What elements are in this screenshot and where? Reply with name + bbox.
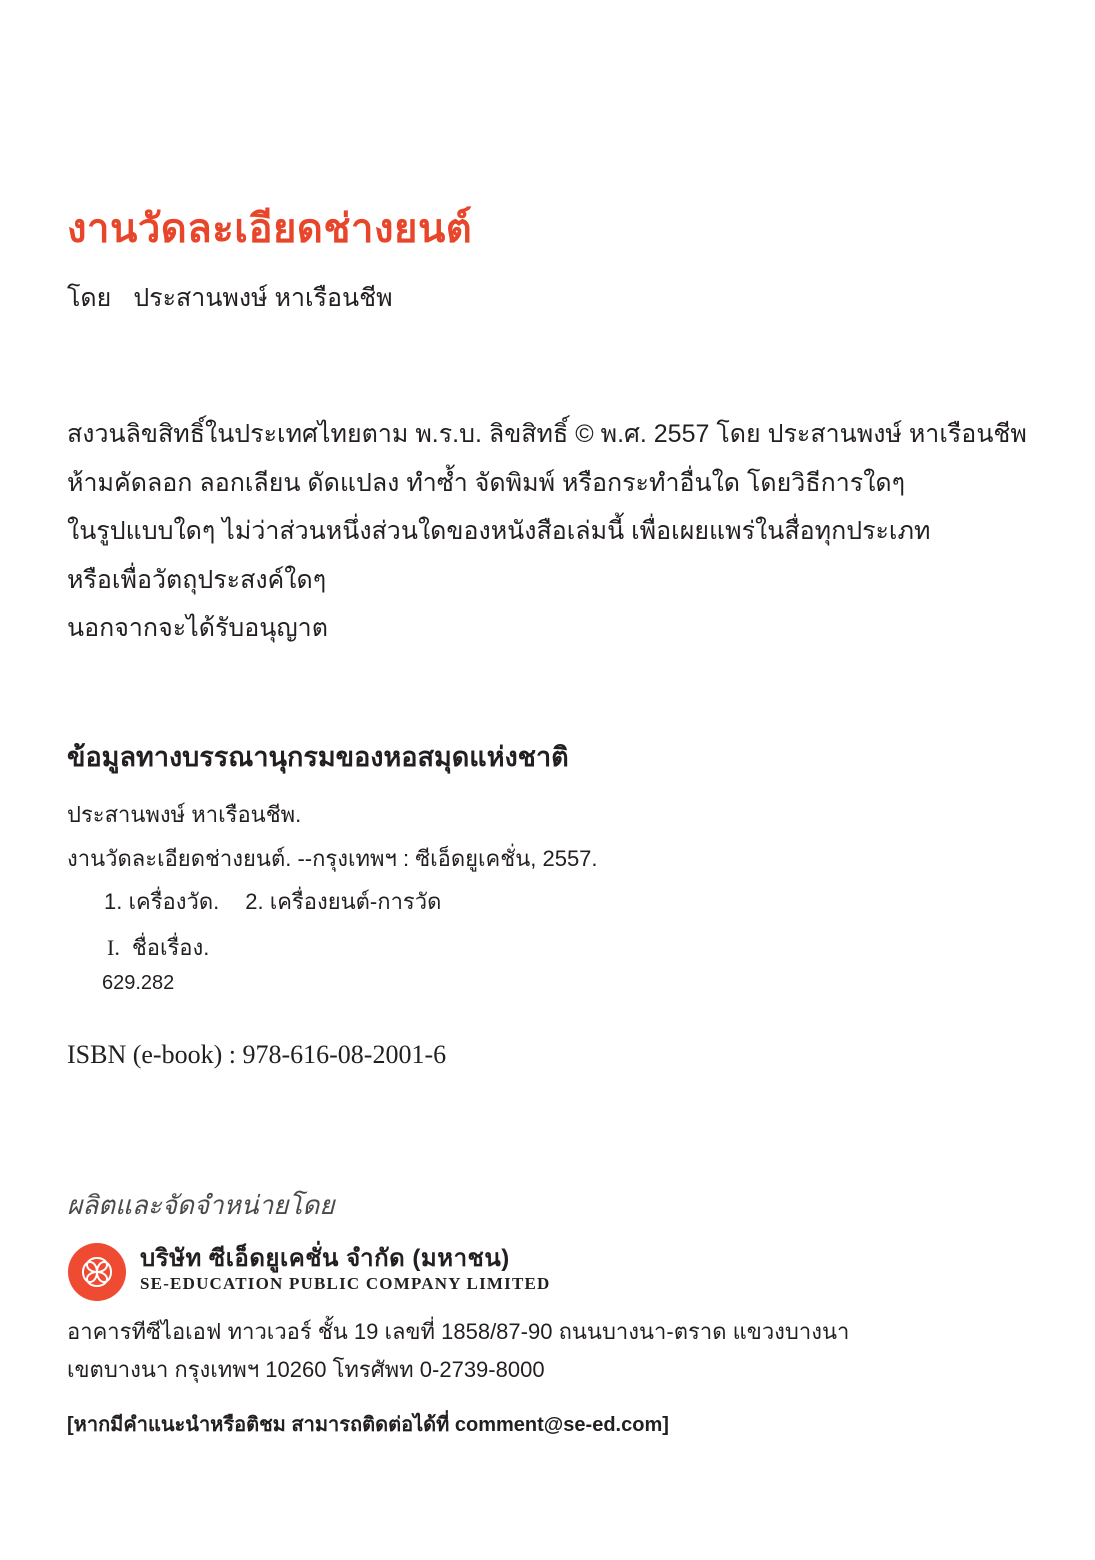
company-name-english: SE-EDUCATION PUBLIC COMPANY LIMITED xyxy=(140,1274,551,1293)
catalog-publication: งานวัดละเอียดช่างยนต์. --กรุงเทพฯ : ซีเอ็ดยูเคชั่น, 2557. xyxy=(67,846,598,871)
by-label: โดย xyxy=(67,284,112,312)
catalog-title-label: ชื่อเรื่อง. xyxy=(131,935,210,960)
company-name-thai: บริษัท ซีเอ็ดยูเคชั่น จำกัด (มหาชน) xyxy=(140,1245,510,1272)
se-ed-logo-icon xyxy=(68,1243,126,1301)
copyright-line: หรือเพื่อวัตถุประสงค์ใดๆ xyxy=(67,565,327,594)
copyright-line: นอกจากจะได้รับอนุญาต xyxy=(67,614,328,642)
copyright-line: สงวนลิขสิทธิ์ในประเทศไทยตาม พ.ร.บ. ลิขสิทธิ์ © พ.ศ. 2557 โดย ประสานพงษ์ หาเรือนชีพ xyxy=(67,420,1027,448)
feedback-contact: [หากมีคำแนะนำหรือติชม สามารถติดต่อได้ที่ comment@se-ed.com] xyxy=(67,1414,669,1436)
address-line: เขตบางนา กรุงเทพฯ 10260 โทรศัพท 0-2739-8000 xyxy=(67,1357,545,1382)
book-title: งานวัดละเอียดช่างยนต์ xyxy=(67,207,473,251)
author-line xyxy=(67,278,393,318)
copyright-notice xyxy=(67,410,1027,653)
isbn: ISBN (e-book) : 978-616-08-2001-6 xyxy=(67,1040,447,1069)
catalog-author-entry: ประสานพงษ์ หาเรือนชีพ. xyxy=(67,802,302,827)
catalog-subject: 1. เครื่องวัด. xyxy=(104,889,220,914)
catalog-classification: 629.282 xyxy=(102,972,175,994)
catalog-subject: 2. เครื่องยนต์-การวัด xyxy=(245,889,442,914)
copyright-line: ห้ามคัดลอก ลอกเลียน ดัดแปลง ทำซ้ำ จัดพิมพ์ หรือกระทำอื่นใด โดยวิธีการใดๆ xyxy=(67,468,906,497)
catalog-roman-numeral: I. xyxy=(107,935,120,960)
produced-by-label: ผลิตและจัดจำหน่ายโดย xyxy=(67,1190,335,1220)
company-address xyxy=(67,1313,849,1389)
address-line: อาคารทีซีไอเอฟ ทาวเวอร์ ชั้น 19 เลขที่ 1858/87-90 ถนนบางนา-ตราด แขวงบางนา xyxy=(67,1319,850,1344)
catalog-subjects xyxy=(104,884,441,919)
copyright-line: ในรูปแบบใดๆ ไม่ว่าส่วนหนึ่งส่วนใดของหนังสือเล่มนี้ เพื่อเผยแพร่ในสื่อทุกประเภท xyxy=(67,517,931,545)
author-name: ประสานพงษ์ หาเรือนชีพ xyxy=(133,284,393,312)
catalog-title-entry xyxy=(107,930,209,965)
catalog-heading: ข้อมูลทางบรรณานุกรมของหอสมุดแห่งชาติ xyxy=(67,742,569,772)
